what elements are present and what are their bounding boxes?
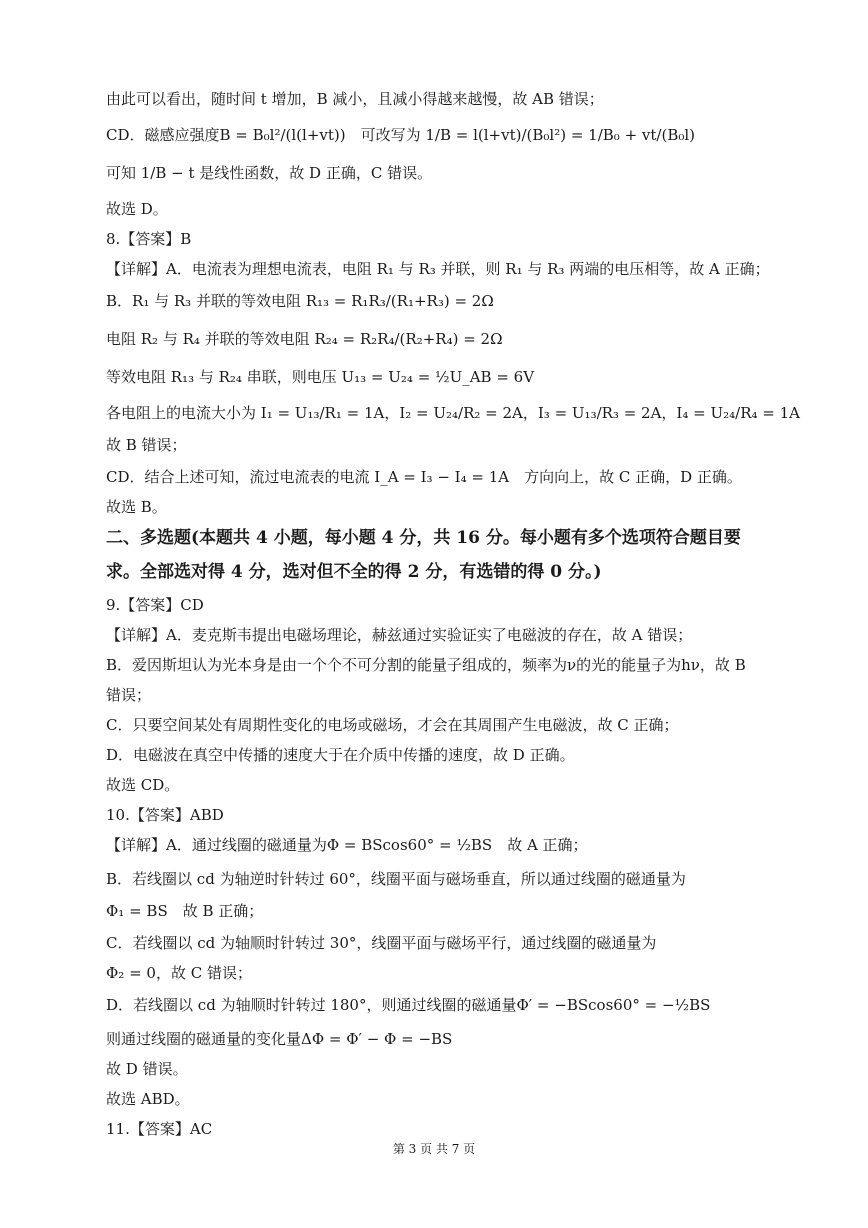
text-line: 电阻 R₂ 与 R₄ 并联的等效电阻 R₂₄ = R₂R₄/(R₂+R₄) = 2Ω <box>106 330 503 348</box>
text-line: 则通过线圈的磁通量的变化量ΔΦ = Φ′ − Φ = −BS <box>106 1030 453 1048</box>
text-line: 故选 ABD。 <box>106 1090 190 1108</box>
text-line: C．只要空间某处有周期性变化的电场或磁场，才会在其周围产生电磁波，故 C 正确； <box>106 716 679 734</box>
answer-heading: 11.【答案】AC <box>106 1120 213 1138</box>
text-line: 错误； <box>106 686 152 704</box>
text-line: 各电阻上的电流大小为 I₁ = U₁₃/R₁ = 1A，I₂ = U₂₄/R₂ = 2A，I₃ = U₁₃/R₃ = 2A，I₄ = U₂₄/R₄ = 1A <box>106 404 800 422</box>
text-line: 故选 CD。 <box>106 776 180 794</box>
section-heading: 二、多选题(本题共 4 小题，每小题 4 分，共 16 分。每小题有多个选项符合题目要 <box>106 528 741 548</box>
answer-heading: 8.【答案】B <box>106 230 192 248</box>
text-line: C．若线圈以 cd 为轴顺时针转过 30°，线圈平面与磁场平行，通过线圈的磁通量为 <box>106 934 657 952</box>
text-line: B．爱因斯坦认为光本身是由一个个不可分割的能量子组成的，频率为ν的光的能量子为hν，故 B <box>106 656 746 674</box>
text-line: 故选 D。 <box>106 200 168 218</box>
text-line: 故选 B。 <box>106 498 167 516</box>
text-line: 等效电阻 R₁₃ 与 R₂₄ 串联，则电压 U₁₃ = U₂₄ = ½U_AB = 6V <box>106 368 535 386</box>
answer-heading: 9.【答案】CD <box>106 596 204 614</box>
text-line: 【详解】A．麦克斯韦提出电磁场理论，赫兹通过实验证实了电磁波的存在，故 A 错误； <box>106 626 693 644</box>
text-line: 故 B 错误； <box>106 436 187 454</box>
text-line: Φ₁ = BS 故 B 正确； <box>106 902 264 920</box>
text-line: 由此可以看出，随时间 t 增加，B 减小，且减小得越来越慢，故 AB 错误； <box>106 90 604 108</box>
text-line: Φ₂ = 0，故 C 错误； <box>106 964 252 982</box>
text-line: D．若线圈以 cd 为轴顺时针转过 180°，则通过线圈的磁通量Φ′ = −BScos60° = −½BS <box>106 996 711 1014</box>
text-line: 【详解】A．通过线圈的磁通量为Φ = BScos60° = ½BS 故 A 正确； <box>106 836 588 854</box>
text-line: B．若线圈以 cd 为轴逆时针转过 60°，线圈平面与磁场垂直，所以通过线圈的磁通量为 <box>106 870 686 888</box>
text-line: D．电磁波在真空中传播的速度大于在介质中传播的速度，故 D 正确。 <box>106 746 575 764</box>
section-heading: 求。全部选对得 4 分，选对但不全的得 2 分，有选错的得 0 分。) <box>106 562 602 582</box>
text-line: 故 D 错误。 <box>106 1060 188 1078</box>
text-line: B．R₁ 与 R₃ 并联的等效电阻 R₁₃ = R₁R₃/(R₁+R₃) = 2Ω <box>106 292 494 310</box>
answer-heading: 10.【答案】ABD <box>106 806 224 824</box>
text-line: CD．结合上述可知，流过电流表的电流 I_A = I₃ − I₄ = 1A 方向向上，故 C 正确，D 正确。 <box>106 468 742 486</box>
text-line: 【详解】A．电流表为理想电流表，电阻 R₁ 与 R₃ 并联，则 R₁ 与 R₃ 两端的电压相等，故 A 正确； <box>106 260 770 278</box>
page-number-footer: 第 3 页 共 7 页 <box>392 1142 476 1156</box>
text-line: 可知 1/B − t 是线性函数，故 D 正确，C 错误。 <box>106 164 433 182</box>
text-line: CD．磁感应强度B = B₀l²/(l(l+vt)) 可改写为 1/B = l(l+vt)/(B₀l²) = 1/B₀ + vt/(B₀l) <box>106 126 696 144</box>
